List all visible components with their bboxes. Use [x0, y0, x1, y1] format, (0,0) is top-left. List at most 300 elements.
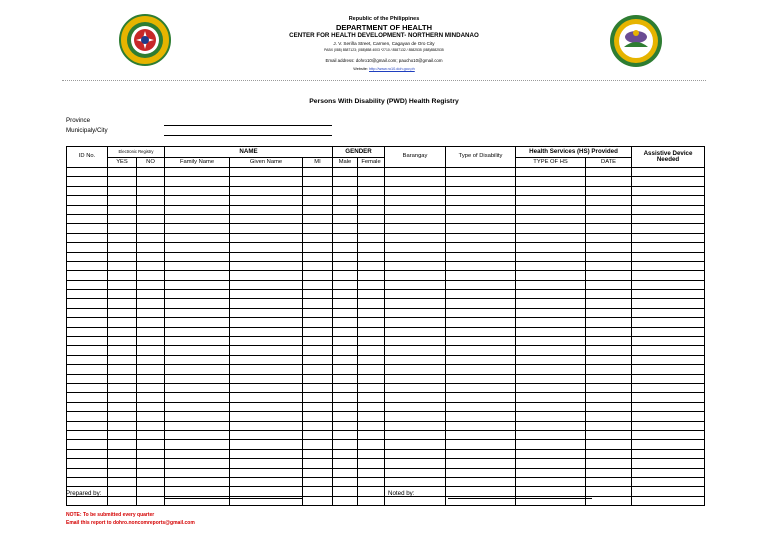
table-cell[interactable]: [108, 412, 137, 421]
table-cell[interactable]: [67, 271, 108, 280]
table-cell[interactable]: [137, 337, 165, 346]
table-cell[interactable]: [303, 224, 333, 233]
table-cell[interactable]: [303, 383, 333, 392]
table-cell[interactable]: [586, 440, 632, 449]
table-cell[interactable]: [303, 308, 333, 317]
table-cell[interactable]: [108, 383, 137, 392]
table-cell[interactable]: [446, 346, 516, 355]
table-cell[interactable]: [632, 177, 705, 186]
table-cell[interactable]: [67, 449, 108, 458]
table-cell[interactable]: [165, 290, 230, 299]
table-cell[interactable]: [67, 205, 108, 214]
table-cell[interactable]: [586, 337, 632, 346]
table-cell[interactable]: [303, 205, 333, 214]
table-cell[interactable]: [303, 214, 333, 223]
table-cell[interactable]: [632, 186, 705, 195]
table-cell[interactable]: [385, 177, 446, 186]
province-field[interactable]: [164, 125, 332, 126]
table-cell[interactable]: [333, 449, 358, 458]
table-cell[interactable]: [385, 233, 446, 242]
table-cell[interactable]: [632, 412, 705, 421]
table-cell[interactable]: [108, 271, 137, 280]
table-cell[interactable]: [303, 496, 333, 505]
table-cell[interactable]: [586, 261, 632, 270]
table-cell[interactable]: [586, 355, 632, 364]
table-cell[interactable]: [516, 346, 586, 355]
table-cell[interactable]: [516, 224, 586, 233]
table-cell[interactable]: [333, 383, 358, 392]
table-cell[interactable]: [446, 261, 516, 270]
table-cell[interactable]: [333, 168, 358, 177]
table-cell[interactable]: [137, 168, 165, 177]
table-cell[interactable]: [137, 280, 165, 289]
table-cell[interactable]: [333, 421, 358, 430]
table-cell[interactable]: [333, 468, 358, 477]
table-cell[interactable]: [632, 224, 705, 233]
table-cell[interactable]: [385, 365, 446, 374]
table-cell[interactable]: [165, 468, 230, 477]
table-cell[interactable]: [165, 383, 230, 392]
table-cell[interactable]: [385, 355, 446, 364]
table-cell[interactable]: [333, 243, 358, 252]
table-cell[interactable]: [137, 374, 165, 383]
table-cell[interactable]: [108, 449, 137, 458]
table-cell[interactable]: [358, 440, 385, 449]
table-cell[interactable]: [108, 496, 137, 505]
table-cell[interactable]: [137, 393, 165, 402]
table-cell[interactable]: [516, 299, 586, 308]
municipality-field[interactable]: [164, 135, 332, 136]
table-cell[interactable]: [108, 459, 137, 468]
table-cell[interactable]: [385, 402, 446, 411]
table-cell[interactable]: [516, 177, 586, 186]
table-cell[interactable]: [632, 196, 705, 205]
table-cell[interactable]: [358, 393, 385, 402]
table-cell[interactable]: [385, 383, 446, 392]
table-cell[interactable]: [303, 402, 333, 411]
table-cell[interactable]: [165, 252, 230, 261]
table-cell[interactable]: [108, 196, 137, 205]
table-cell[interactable]: [137, 261, 165, 270]
table-cell[interactable]: [333, 412, 358, 421]
table-cell[interactable]: [446, 252, 516, 261]
table-cell[interactable]: [446, 224, 516, 233]
table-cell[interactable]: [230, 280, 303, 289]
table-cell[interactable]: [303, 233, 333, 242]
table-cell[interactable]: [446, 196, 516, 205]
table-cell[interactable]: [446, 383, 516, 392]
table-cell[interactable]: [67, 459, 108, 468]
table-cell[interactable]: [137, 496, 165, 505]
table-cell[interactable]: [108, 487, 137, 496]
table-cell[interactable]: [586, 299, 632, 308]
table-cell[interactable]: [358, 214, 385, 223]
table-cell[interactable]: [165, 477, 230, 486]
table-cell[interactable]: [230, 412, 303, 421]
table-cell[interactable]: [358, 205, 385, 214]
prepared-by-field[interactable]: [164, 498, 302, 499]
table-cell[interactable]: [230, 205, 303, 214]
table-cell[interactable]: [230, 346, 303, 355]
table-cell[interactable]: [108, 430, 137, 439]
table-cell[interactable]: [67, 299, 108, 308]
table-cell[interactable]: [108, 468, 137, 477]
table-cell[interactable]: [516, 374, 586, 383]
table-cell[interactable]: [516, 449, 586, 458]
table-cell[interactable]: [358, 496, 385, 505]
table-cell[interactable]: [358, 383, 385, 392]
table-cell[interactable]: [303, 440, 333, 449]
table-cell[interactable]: [137, 224, 165, 233]
table-cell[interactable]: [446, 421, 516, 430]
table-cell[interactable]: [632, 261, 705, 270]
table-cell[interactable]: [303, 186, 333, 195]
table-cell[interactable]: [358, 280, 385, 289]
table-cell[interactable]: [446, 365, 516, 374]
table-cell[interactable]: [632, 496, 705, 505]
table-cell[interactable]: [303, 177, 333, 186]
table-cell[interactable]: [230, 168, 303, 177]
table-cell[interactable]: [137, 318, 165, 327]
table-cell[interactable]: [230, 421, 303, 430]
table-cell[interactable]: [586, 177, 632, 186]
table-cell[interactable]: [446, 402, 516, 411]
table-cell[interactable]: [385, 271, 446, 280]
table-cell[interactable]: [333, 496, 358, 505]
table-cell[interactable]: [303, 327, 333, 336]
table-cell[interactable]: [586, 374, 632, 383]
table-cell[interactable]: [632, 468, 705, 477]
table-cell[interactable]: [385, 308, 446, 317]
table-cell[interactable]: [586, 468, 632, 477]
table-cell[interactable]: [385, 205, 446, 214]
table-cell[interactable]: [303, 487, 333, 496]
table-cell[interactable]: [586, 196, 632, 205]
table-cell[interactable]: [230, 430, 303, 439]
table-cell[interactable]: [165, 224, 230, 233]
table-cell[interactable]: [137, 355, 165, 364]
table-cell[interactable]: [358, 421, 385, 430]
table-cell[interactable]: [165, 346, 230, 355]
table-cell[interactable]: [303, 468, 333, 477]
table-cell[interactable]: [586, 214, 632, 223]
table-cell[interactable]: [446, 487, 516, 496]
table-cell[interactable]: [67, 261, 108, 270]
table-cell[interactable]: [230, 402, 303, 411]
table-cell[interactable]: [108, 440, 137, 449]
table-cell[interactable]: [385, 430, 446, 439]
table-cell[interactable]: [165, 168, 230, 177]
table-cell[interactable]: [358, 252, 385, 261]
table-cell[interactable]: [333, 337, 358, 346]
table-cell[interactable]: [165, 318, 230, 327]
table-cell[interactable]: [108, 252, 137, 261]
table-cell[interactable]: [137, 271, 165, 280]
table-cell[interactable]: [230, 449, 303, 458]
table-cell[interactable]: [137, 252, 165, 261]
table-cell[interactable]: [385, 224, 446, 233]
table-cell[interactable]: [303, 299, 333, 308]
table-cell[interactable]: [67, 233, 108, 242]
table-cell[interactable]: [385, 393, 446, 402]
table-cell[interactable]: [586, 308, 632, 317]
table-cell[interactable]: [385, 459, 446, 468]
table-cell[interactable]: [358, 318, 385, 327]
table-cell[interactable]: [516, 233, 586, 242]
table-cell[interactable]: [632, 430, 705, 439]
table-cell[interactable]: [586, 168, 632, 177]
table-cell[interactable]: [632, 299, 705, 308]
table-cell[interactable]: [516, 421, 586, 430]
table-cell[interactable]: [385, 168, 446, 177]
table-cell[interactable]: [446, 299, 516, 308]
table-cell[interactable]: [230, 233, 303, 242]
table-cell[interactable]: [358, 365, 385, 374]
table-cell[interactable]: [303, 430, 333, 439]
table-cell[interactable]: [446, 271, 516, 280]
table-cell[interactable]: [165, 459, 230, 468]
table-cell[interactable]: [358, 261, 385, 270]
table-cell[interactable]: [446, 374, 516, 383]
table-cell[interactable]: [230, 214, 303, 223]
table-cell[interactable]: [632, 355, 705, 364]
table-cell[interactable]: [385, 468, 446, 477]
table-cell[interactable]: [303, 290, 333, 299]
table-cell[interactable]: [303, 280, 333, 289]
table-cell[interactable]: [333, 477, 358, 486]
table-cell[interactable]: [303, 261, 333, 270]
table-cell[interactable]: [230, 290, 303, 299]
table-cell[interactable]: [516, 487, 586, 496]
table-cell[interactable]: [358, 459, 385, 468]
table-cell[interactable]: [108, 346, 137, 355]
table-cell[interactable]: [165, 449, 230, 458]
table-cell[interactable]: [586, 271, 632, 280]
table-cell[interactable]: [67, 374, 108, 383]
table-cell[interactable]: [358, 186, 385, 195]
table-cell[interactable]: [446, 477, 516, 486]
table-cell[interactable]: [632, 205, 705, 214]
table-cell[interactable]: [165, 308, 230, 317]
table-cell[interactable]: [632, 374, 705, 383]
table-cell[interactable]: [303, 374, 333, 383]
table-cell[interactable]: [108, 308, 137, 317]
table-cell[interactable]: [303, 459, 333, 468]
table-cell[interactable]: [632, 271, 705, 280]
table-cell[interactable]: [165, 205, 230, 214]
table-cell[interactable]: [230, 468, 303, 477]
table-cell[interactable]: [333, 318, 358, 327]
table-cell[interactable]: [446, 468, 516, 477]
table-cell[interactable]: [385, 290, 446, 299]
table-cell[interactable]: [632, 346, 705, 355]
table-cell[interactable]: [333, 233, 358, 242]
table-cell[interactable]: [516, 459, 586, 468]
table-cell[interactable]: [67, 412, 108, 421]
table-cell[interactable]: [108, 355, 137, 364]
table-cell[interactable]: [137, 233, 165, 242]
table-cell[interactable]: [385, 440, 446, 449]
table-cell[interactable]: [303, 477, 333, 486]
table-cell[interactable]: [446, 168, 516, 177]
table-cell[interactable]: [446, 205, 516, 214]
table-cell[interactable]: [108, 393, 137, 402]
table-cell[interactable]: [586, 459, 632, 468]
table-cell[interactable]: [108, 214, 137, 223]
table-cell[interactable]: [165, 487, 230, 496]
table-cell[interactable]: [586, 186, 632, 195]
table-cell[interactable]: [333, 214, 358, 223]
table-cell[interactable]: [516, 214, 586, 223]
table-cell[interactable]: [446, 233, 516, 242]
table-cell[interactable]: [586, 412, 632, 421]
table-cell[interactable]: [333, 402, 358, 411]
table-cell[interactable]: [230, 318, 303, 327]
table-cell[interactable]: [333, 186, 358, 195]
table-cell[interactable]: [358, 196, 385, 205]
table-cell[interactable]: [230, 177, 303, 186]
table-cell[interactable]: [632, 214, 705, 223]
table-cell[interactable]: [333, 271, 358, 280]
table-cell[interactable]: [516, 393, 586, 402]
table-cell[interactable]: [516, 280, 586, 289]
table-cell[interactable]: [67, 355, 108, 364]
table-cell[interactable]: [516, 168, 586, 177]
table-cell[interactable]: [230, 355, 303, 364]
table-cell[interactable]: [230, 327, 303, 336]
table-cell[interactable]: [586, 243, 632, 252]
noted-by-field[interactable]: [448, 498, 592, 499]
table-cell[interactable]: [358, 449, 385, 458]
table-cell[interactable]: [333, 346, 358, 355]
table-cell[interactable]: [303, 318, 333, 327]
table-cell[interactable]: [632, 290, 705, 299]
table-cell[interactable]: [358, 243, 385, 252]
table-cell[interactable]: [385, 449, 446, 458]
table-cell[interactable]: [303, 421, 333, 430]
table-cell[interactable]: [108, 177, 137, 186]
table-cell[interactable]: [632, 233, 705, 242]
table-cell[interactable]: [165, 271, 230, 280]
table-cell[interactable]: [303, 337, 333, 346]
table-cell[interactable]: [358, 477, 385, 486]
table-cell[interactable]: [586, 224, 632, 233]
table-cell[interactable]: [586, 280, 632, 289]
table-cell[interactable]: [333, 459, 358, 468]
table-cell[interactable]: [165, 214, 230, 223]
table-cell[interactable]: [385, 412, 446, 421]
table-cell[interactable]: [385, 496, 446, 505]
table-cell[interactable]: [333, 252, 358, 261]
table-cell[interactable]: [67, 177, 108, 186]
table-cell[interactable]: [385, 327, 446, 336]
table-cell[interactable]: [333, 261, 358, 270]
table-cell[interactable]: [108, 402, 137, 411]
table-cell[interactable]: [108, 224, 137, 233]
table-cell[interactable]: [516, 412, 586, 421]
table-cell[interactable]: [358, 299, 385, 308]
table-cell[interactable]: [303, 412, 333, 421]
table-cell[interactable]: [230, 252, 303, 261]
table-cell[interactable]: [67, 327, 108, 336]
table-cell[interactable]: [230, 374, 303, 383]
table-cell[interactable]: [516, 355, 586, 364]
table-cell[interactable]: [333, 205, 358, 214]
table-cell[interactable]: [516, 477, 586, 486]
table-cell[interactable]: [137, 449, 165, 458]
table-cell[interactable]: [230, 487, 303, 496]
table-cell[interactable]: [358, 346, 385, 355]
table-cell[interactable]: [303, 196, 333, 205]
table-cell[interactable]: [385, 196, 446, 205]
table-cell[interactable]: [446, 393, 516, 402]
table-cell[interactable]: [516, 252, 586, 261]
table-cell[interactable]: [67, 430, 108, 439]
table-cell[interactable]: [137, 468, 165, 477]
table-cell[interactable]: [385, 261, 446, 270]
table-cell[interactable]: [67, 318, 108, 327]
table-cell[interactable]: [67, 224, 108, 233]
table-cell[interactable]: [385, 421, 446, 430]
table-cell[interactable]: [516, 402, 586, 411]
table-cell[interactable]: [333, 487, 358, 496]
table-cell[interactable]: [385, 280, 446, 289]
table-cell[interactable]: [108, 318, 137, 327]
table-cell[interactable]: [586, 205, 632, 214]
table-cell[interactable]: [446, 214, 516, 223]
table-cell[interactable]: [165, 402, 230, 411]
table-cell[interactable]: [67, 214, 108, 223]
table-cell[interactable]: [385, 374, 446, 383]
table-cell[interactable]: [67, 196, 108, 205]
table-cell[interactable]: [165, 393, 230, 402]
table-cell[interactable]: [385, 243, 446, 252]
table-cell[interactable]: [385, 346, 446, 355]
table-cell[interactable]: [165, 365, 230, 374]
table-cell[interactable]: [137, 487, 165, 496]
table-cell[interactable]: [333, 177, 358, 186]
table-cell[interactable]: [358, 168, 385, 177]
table-cell[interactable]: [108, 365, 137, 374]
table-cell[interactable]: [230, 299, 303, 308]
table-cell[interactable]: [358, 308, 385, 317]
table-cell[interactable]: [137, 290, 165, 299]
table-cell[interactable]: [67, 496, 108, 505]
table-cell[interactable]: [358, 430, 385, 439]
table-cell[interactable]: [165, 243, 230, 252]
table-cell[interactable]: [333, 280, 358, 289]
table-cell[interactable]: [303, 346, 333, 355]
table-cell[interactable]: [230, 383, 303, 392]
table-cell[interactable]: [586, 430, 632, 439]
table-cell[interactable]: [385, 252, 446, 261]
table-cell[interactable]: [165, 430, 230, 439]
table-cell[interactable]: [165, 299, 230, 308]
table-cell[interactable]: [108, 261, 137, 270]
table-cell[interactable]: [165, 261, 230, 270]
table-cell[interactable]: [385, 477, 446, 486]
table-cell[interactable]: [632, 168, 705, 177]
table-cell[interactable]: [165, 355, 230, 364]
table-cell[interactable]: [108, 168, 137, 177]
table-cell[interactable]: [385, 299, 446, 308]
table-cell[interactable]: [446, 177, 516, 186]
table-cell[interactable]: [333, 374, 358, 383]
table-cell[interactable]: [516, 290, 586, 299]
table-cell[interactable]: [358, 337, 385, 346]
table-cell[interactable]: [446, 186, 516, 195]
table-cell[interactable]: [333, 355, 358, 364]
